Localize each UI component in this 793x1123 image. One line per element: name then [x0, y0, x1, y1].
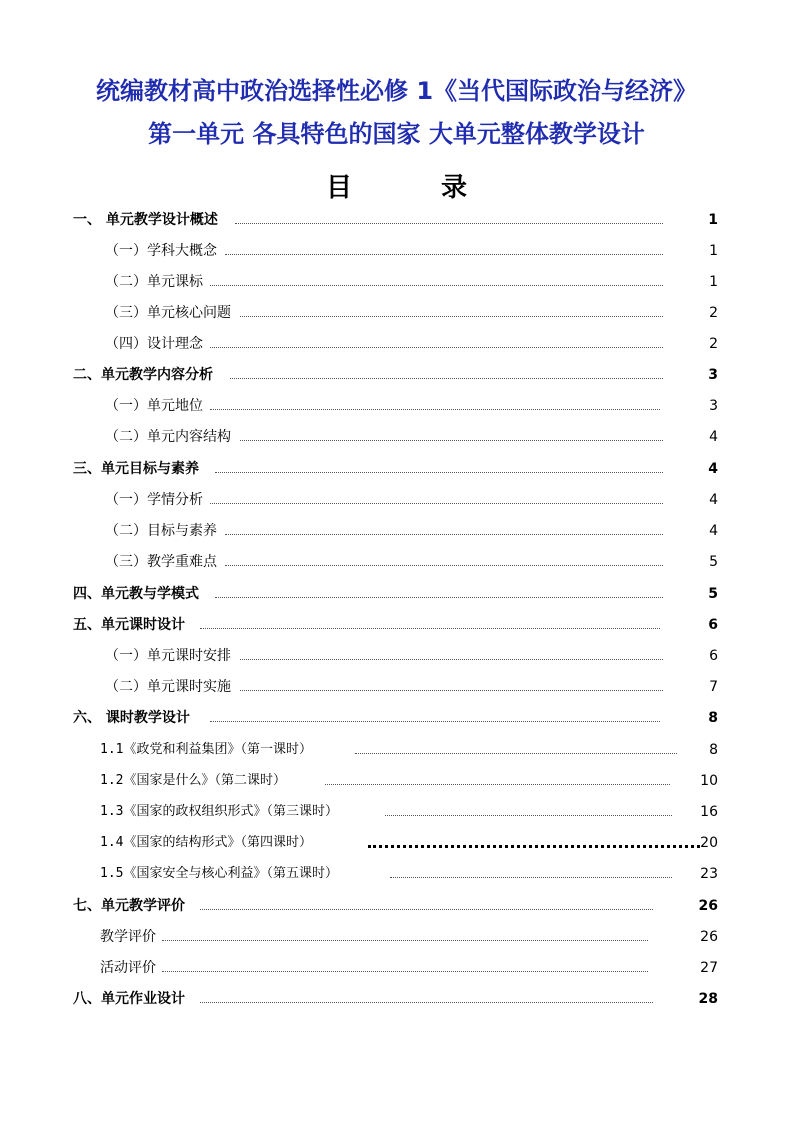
toc-entry-label: （二）单元课时实施: [105, 679, 231, 695]
toc-entry-page: 8: [708, 710, 718, 726]
document-title-line-2: 第一单元 各具特色的国家 大单元整体教学设计: [148, 120, 645, 148]
toc-entry-label: （三）教学重难点: [105, 554, 217, 570]
toc-entry[interactable]: [0, 677, 793, 697]
toc-entry-label: 1.4《国家的结构形式》（第四课时）: [100, 833, 314, 853]
toc-entry[interactable]: [0, 427, 793, 447]
toc-entry[interactable]: [0, 334, 793, 354]
toc-entry[interactable]: [0, 646, 793, 666]
toc-entry[interactable]: [0, 896, 793, 916]
toc-entry[interactable]: [0, 396, 793, 416]
toc-entry-label: 一、 单元教学设计概述: [73, 212, 218, 228]
toc-entry-page: 7: [709, 679, 718, 695]
toc-entry-page: 5: [709, 554, 718, 570]
toc-entry-label: 五、单元课时设计: [73, 617, 185, 633]
toc-entry-page: 10: [700, 773, 718, 789]
toc-entry-page: 16: [700, 804, 718, 820]
toc-entry-page: 23: [700, 866, 718, 882]
toc-entry-page: 4: [708, 461, 718, 477]
toc-entry-label: 1.2《国家是什么》（第二课时）: [100, 771, 288, 791]
toc-entry[interactable]: [0, 490, 793, 510]
toc-entry-label: （一）单元地位: [105, 398, 203, 414]
toc-entry[interactable]: [0, 210, 793, 230]
document-title-line-1: 统编教材高中政治选择性必修 1《当代国际政治与经济》: [95, 77, 698, 105]
toc-entry-label: 1.3《国家的政权组织形式》（第三课时）: [100, 802, 340, 822]
toc-entry-page: 28: [698, 991, 718, 1007]
toc-entry-page: 5: [708, 586, 718, 602]
toc-entry[interactable]: [0, 958, 793, 978]
toc-entry[interactable]: [0, 864, 793, 884]
toc-entry-label: （四）设计理念: [105, 336, 203, 352]
toc-entry-label: （一）学科大概念: [105, 243, 217, 259]
toc-entry-label: 1.5《国家安全与核心利益》（第五课时）: [100, 864, 340, 884]
toc-entry-label: （二）单元内容结构: [105, 429, 231, 445]
toc-entry-page: 4: [709, 523, 718, 539]
toc-entry-page: 8: [709, 742, 718, 758]
toc-entry-label: 七、单元教学评价: [73, 898, 185, 914]
toc-entry-page: 4: [709, 429, 718, 445]
toc-entry-label: （一）单元课时安排: [105, 648, 231, 664]
toc-entry-page: 26: [700, 929, 718, 945]
toc-entry-label: （二）单元课标: [105, 274, 203, 290]
toc-entry[interactable]: [0, 584, 793, 604]
toc-entry[interactable]: [0, 365, 793, 385]
toc-entry[interactable]: [0, 521, 793, 541]
toc-entry-page: 1: [708, 212, 718, 228]
toc-entry-label: 八、单元作业设计: [73, 991, 185, 1007]
toc-entry-label: 二、单元教学内容分析: [73, 367, 213, 383]
toc-entry[interactable]: [0, 459, 793, 479]
toc-entry-page: 27: [700, 960, 718, 976]
toc-entry-page: 2: [709, 336, 718, 352]
toc-entry-label: （二）目标与素养: [105, 523, 217, 539]
toc-entry-page: 3: [708, 367, 718, 383]
toc-entry[interactable]: [0, 771, 793, 791]
toc-entry-label: 六、 课时教学设计: [73, 710, 190, 726]
toc-entry[interactable]: [0, 303, 793, 323]
toc-entry[interactable]: [0, 272, 793, 292]
toc-entry-label: 1.1《政党和利益集团》（第一课时）: [100, 740, 314, 760]
toc-entry-page: 26: [698, 898, 718, 914]
toc-entry[interactable]: [0, 708, 793, 728]
toc-entry[interactable]: [0, 833, 793, 853]
toc-entry[interactable]: [0, 802, 793, 822]
toc-entry-page: 3: [709, 398, 718, 414]
toc-entry-label: 四、单元教与学模式: [73, 586, 199, 602]
toc-entry-label: 三、单元目标与素养: [73, 461, 199, 477]
toc-entry-page: 6: [709, 648, 718, 664]
toc-entry[interactable]: [0, 927, 793, 947]
toc-entry[interactable]: [0, 552, 793, 572]
toc-entry[interactable]: [0, 740, 793, 760]
toc-entry-page: 1: [709, 274, 718, 290]
toc-entry-label: 教学评价: [100, 929, 156, 945]
toc-entry-label: （三）单元核心问题: [105, 305, 231, 321]
toc-entry-page: 4: [709, 492, 718, 508]
toc-entry[interactable]: [0, 241, 793, 261]
toc-heading: 目 录: [325, 173, 508, 203]
toc-entry-page: 2: [709, 305, 718, 321]
toc-entry[interactable]: [0, 989, 793, 1009]
toc-entry[interactable]: [0, 615, 793, 635]
toc-entry-page: 1: [709, 243, 718, 259]
toc-entry-page: 20: [700, 835, 718, 851]
toc-entry-label: 活动评价: [100, 960, 156, 976]
toc-entry-label: （一）学情分析: [105, 492, 203, 508]
toc-entry-page: 6: [708, 617, 718, 633]
